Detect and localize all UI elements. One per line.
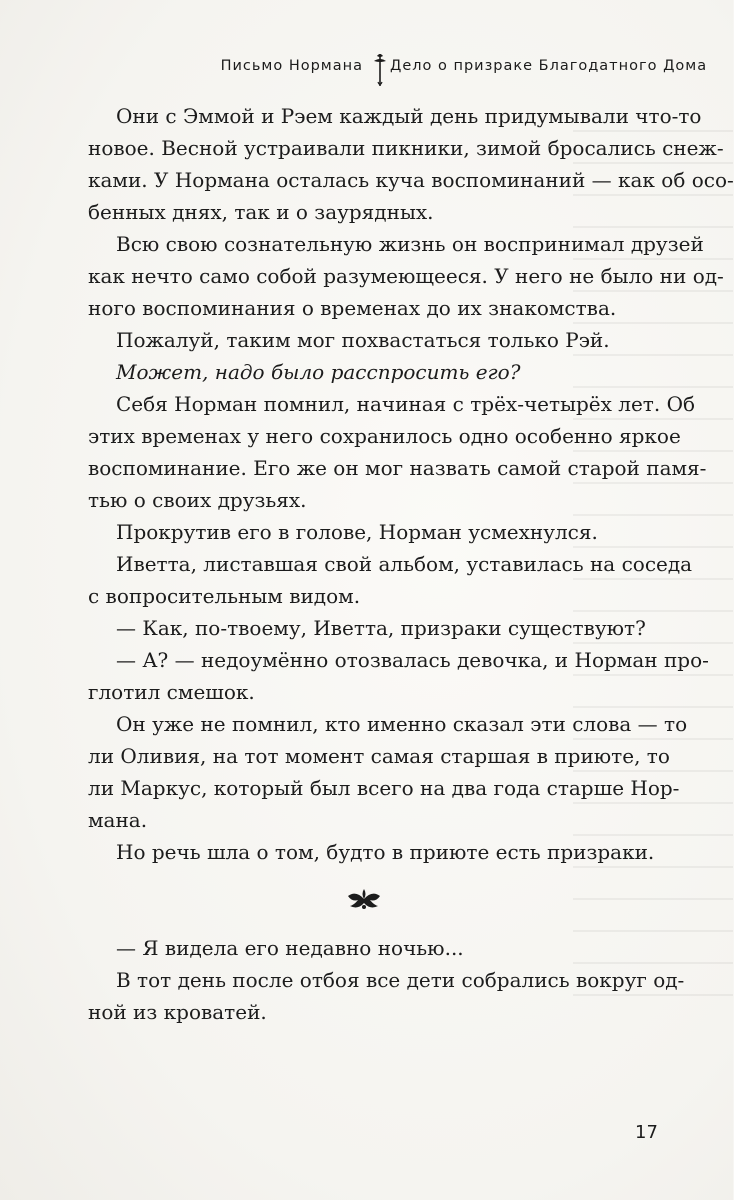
text-line-italic: Может, надо было расспросить его? xyxy=(116,360,521,384)
cross-ornament-icon xyxy=(372,52,388,88)
header-chapter-title: Дело о призраке Благодатного Дома xyxy=(390,58,708,74)
text-line: — Как, по-твоему, Иветта, призраки существуют? xyxy=(116,616,646,640)
text-line: мана. xyxy=(88,808,148,832)
running-header xyxy=(0,52,733,88)
fleuron-ornament-icon xyxy=(344,886,384,912)
text-line: ли Маркус, который был всего на два года старше Нор- xyxy=(88,776,680,800)
text-line: глотил смешок. xyxy=(88,680,255,704)
text-line: В тот день после отбоя все дети собрались вокруг од- xyxy=(116,968,685,992)
text-line: Но речь шла о том, будто в приюте есть призраки. xyxy=(116,840,655,864)
main-text xyxy=(88,100,734,1028)
header-book-title: Письмо Нормана xyxy=(220,58,363,74)
text-line: с вопросительным видом. xyxy=(88,584,361,608)
text-line: воспоминание. Его же он мог назвать самой старой памя- xyxy=(88,456,707,480)
text-line: Иветта, листавшая свой альбом, уставилась на соседа xyxy=(116,552,693,576)
text-line: Пожалуй, таким мог похвастаться только Рэй. xyxy=(116,328,610,352)
text-line: — Я видела его недавно ночью... xyxy=(116,936,464,960)
text-line: Прокрутив его в голове, Норман усмехнулся. xyxy=(116,520,598,544)
text-line: новое. Весной устраивали пикники, зимой бросались снеж- xyxy=(88,136,724,160)
page-number: 17 xyxy=(635,1122,658,1143)
text-line: Они с Эммой и Рэем каждый день придумывали что-то xyxy=(116,104,702,128)
text-line: бенных днях, так и о заурядных. xyxy=(88,200,434,224)
text-line: Он уже не помнил, кто именно сказал эти слова — то xyxy=(116,712,688,736)
text-line: ного воспоминания о временах до их знакомства. xyxy=(88,296,617,320)
text-line: ной из кроватей. xyxy=(88,1000,267,1024)
text-line: ли Оливия, на тот момент самая старшая в приюте, то xyxy=(88,744,670,768)
section-separator xyxy=(88,868,650,932)
text-line: ками. У Нормана осталась куча воспоминаний — как об осо- xyxy=(88,168,734,192)
text-line: как нечто само собой разумеющееся. У него не было ни од- xyxy=(88,264,724,288)
text-line: этих временах у него сохранилось одно особенно яркое xyxy=(88,424,681,448)
text-line: — А? — недоумённо отозвалась девочка, и Норман про- xyxy=(116,648,709,672)
text-line: Всю свою сознательную жизнь он воспринимал друзей xyxy=(116,232,704,256)
text-line: Себя Норман помнил, начиная с трёх-четырёх лет. Об xyxy=(116,392,696,416)
text-line: тью о своих друзьях. xyxy=(88,488,307,512)
